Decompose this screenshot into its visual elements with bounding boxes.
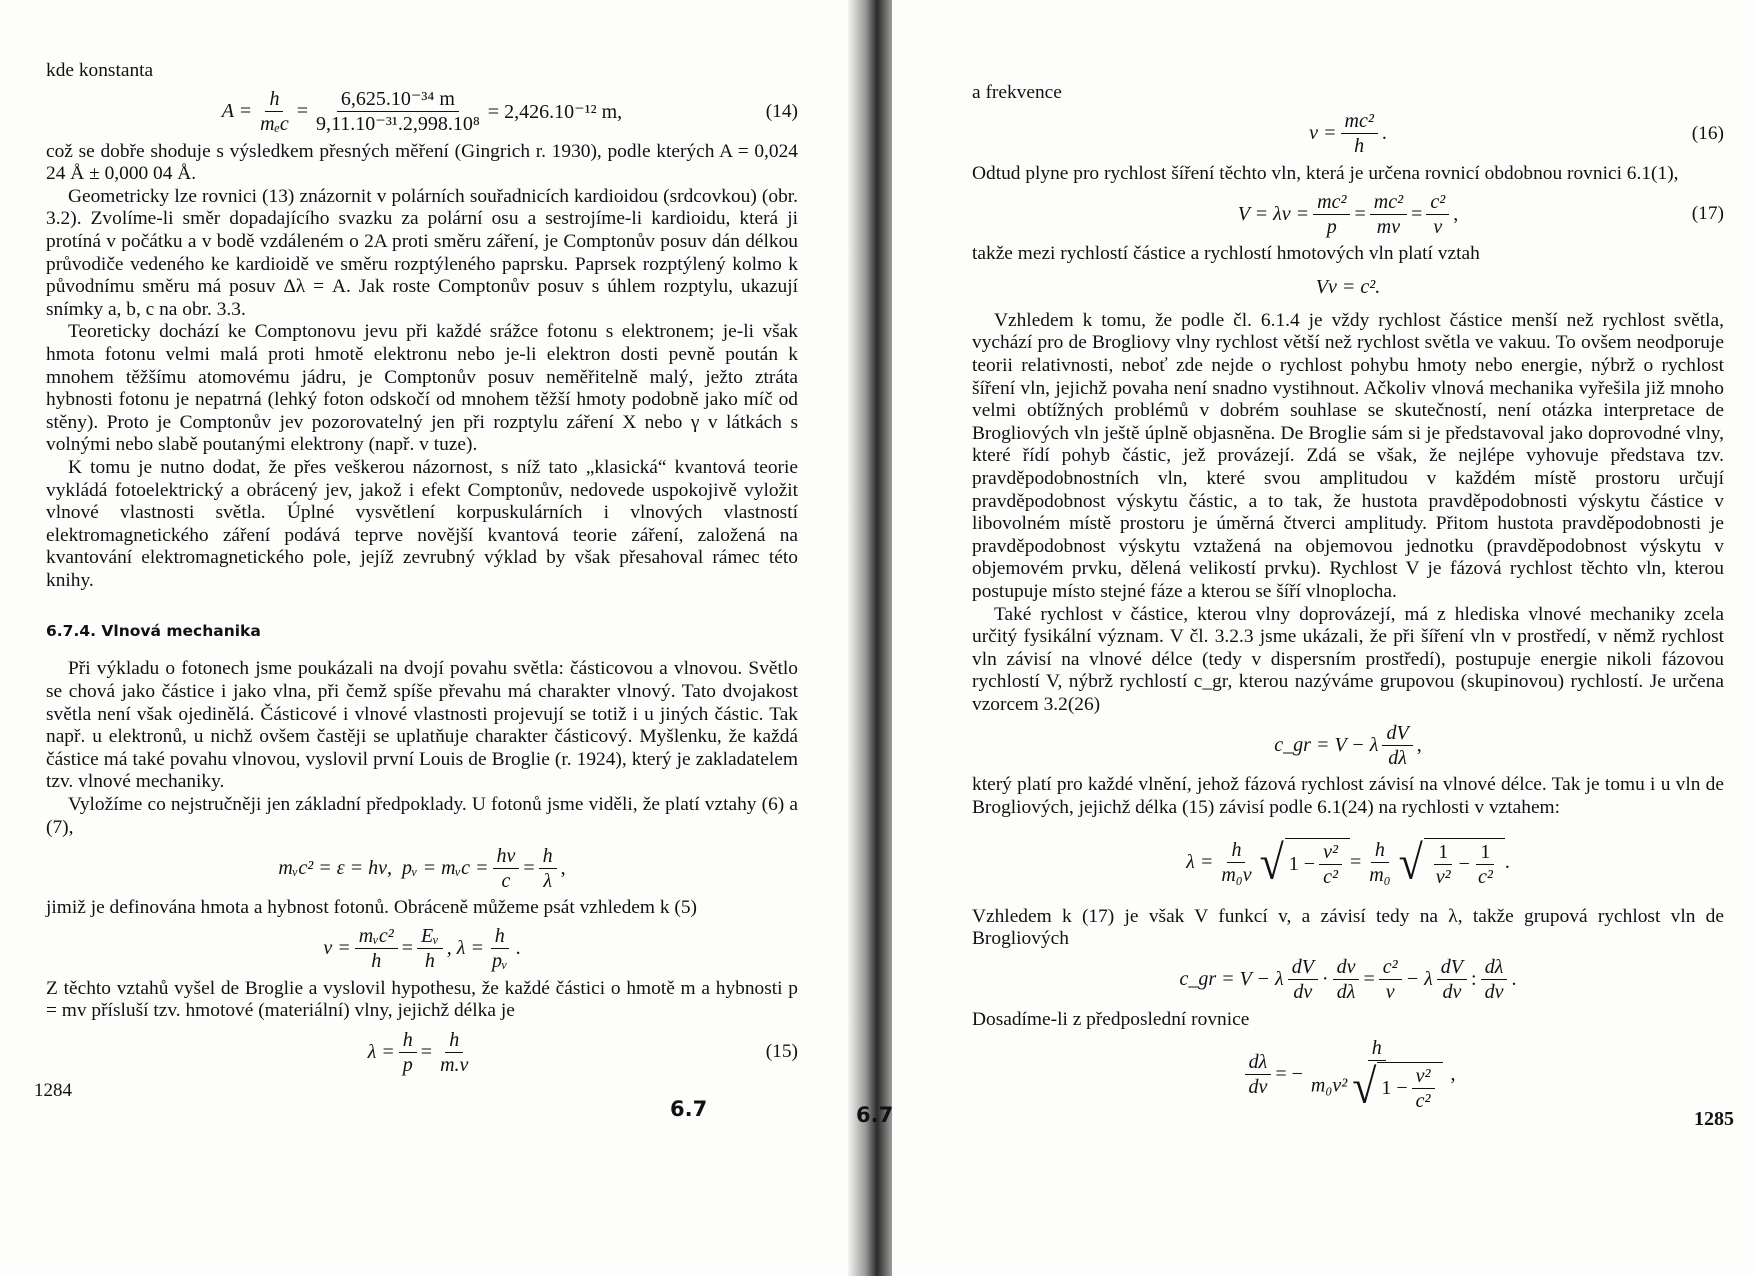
paragraph: takže mezi rychlostí částice a rychlostí hmotových vln platí vztah: [972, 243, 1480, 265]
paragraph: Odtud plyne pro rychlost šíření těchto vln, která je určena rovnicí obdobnou rovnici 6.1(1),: [972, 162, 1679, 184]
eq-sign: −: [1458, 852, 1470, 875]
eq-lhs: A =: [221, 100, 253, 123]
frac-top: mᵥc²: [355, 925, 398, 949]
frac-top: c²: [1426, 191, 1449, 215]
frac-top: v²: [1412, 1065, 1435, 1089]
equation-photon: [46, 839, 798, 897]
frac-top: dv: [1333, 956, 1360, 980]
frac-top: h: [265, 88, 283, 112]
frac-top: hν: [493, 845, 520, 869]
eq-sign: :: [1471, 968, 1477, 991]
paragraph: Z těchto vztahů vyšel de Broglie a vyslovil hypothesu, že každé částici o hmotě m a hybnosti p = mv přísluší tzv. hmotové (materiální) vlny, jejichž délka je: [46, 977, 798, 1022]
frac-top: dV: [1382, 722, 1412, 746]
eq-tail: .: [1381, 122, 1387, 145]
fraction: [1370, 191, 1407, 238]
eq-rhs: = 2,426.10⁻¹² m,: [487, 101, 623, 124]
fraction: [1481, 956, 1508, 1003]
right-column: [972, 82, 1724, 1117]
eq-part: mᵥc² = ε = hν,: [278, 856, 392, 879]
fraction: [1307, 1037, 1447, 1112]
frac-bottom: [1307, 1061, 1447, 1112]
frac-bottom: pᵥ: [491, 950, 508, 973]
fraction: [417, 925, 443, 972]
equation-lambda: [972, 820, 1724, 906]
frac-bottom: h: [424, 950, 435, 973]
section-marker: 6.7: [856, 1103, 894, 1127]
frac-top: mc²: [1313, 191, 1350, 215]
paragraph: Vyložíme co nejstručněji jen základní předpoklady. U fotonů jsme viděli, že platí vztahy (6) a (7),: [46, 794, 798, 838]
radicand: [1285, 838, 1350, 888]
eq-part: λ =: [367, 1040, 395, 1063]
eq-tail: ,: [1416, 733, 1422, 756]
frac-bottom: m.v: [440, 1053, 469, 1076]
equation-number: (17): [1691, 203, 1724, 225]
frac-bottom: dv: [1442, 981, 1462, 1004]
frac-bottom: mv: [1376, 215, 1401, 238]
frac-bottom: λ: [543, 869, 552, 892]
fraction: [1437, 956, 1467, 1003]
frac-bottom: h: [371, 950, 382, 973]
fraction: [1474, 841, 1497, 888]
fraction: [1432, 841, 1455, 888]
radicand: [1424, 838, 1505, 888]
equation-15: [46, 1023, 798, 1081]
frac-bottom: v: [1385, 981, 1395, 1004]
square-root: [1259, 835, 1350, 890]
frac-top: dV: [1437, 956, 1467, 980]
frac-bottom: p: [1326, 215, 1337, 238]
frac-top: dλ: [1481, 956, 1508, 980]
eq-part: − λ: [1405, 968, 1433, 991]
fraction: [436, 1029, 472, 1076]
intro-text: kde konstanta: [46, 60, 154, 81]
eq-part: c_gr = V − λ: [1274, 733, 1379, 756]
page-number: 1284: [34, 1080, 72, 1101]
paragraph: Geometricky lze rovnici (13) znázornit v polárních souřadnicích kardioidou (srdcovkou) (obr. 3.2). Zvolíme-li směr dopadajícího svazku za polární osu a sestrojíme-li kardioidu, která ji protíná v počátku a v bodě vzdáleném o 2A proti směru záření, je Comptonův posuv dán délkou průvodiče vedeného ke kardioidě ve směru rozptýleného paprsku. Paprsek rozptýlený kolmo k původnímu směru má posuv Δλ = A. Jak roste Comptonův posuv s úhlem rozptylu, ukazují snímky a, b, c na obr. 3.3.: [46, 185, 798, 320]
section-heading: 6.7.4. Vlnová mechanika: [46, 622, 261, 641]
fraction: [1217, 839, 1255, 886]
frac-bottom: v²: [1435, 865, 1451, 888]
equation-dlambda: [972, 1031, 1724, 1117]
eq-sign: =: [523, 856, 535, 879]
equation-group-velocity: [972, 716, 1724, 774]
eq-part: ν =: [1309, 122, 1337, 145]
eq-part: V = λν =: [1237, 202, 1310, 225]
frac-top: h: [1371, 839, 1389, 863]
eq-part: 1 −: [1381, 1077, 1408, 1100]
frac-bottom: dλ: [1388, 746, 1407, 769]
frac-bottom: c²: [1477, 865, 1493, 888]
frac-bottom: v: [1433, 215, 1443, 238]
page-number: 1285: [1694, 1108, 1734, 1130]
frac-bottom: p: [402, 1053, 413, 1076]
paragraph: který platí pro každé vlnění, jehož fázová rychlost závisí na vlnové délce. Tak je tomu i u vln de Brogliových, jejichž délka (15) závisí podle 6.1(24) na rychlosti v vztahem:: [972, 774, 1724, 819]
frac-bottom: dv: [1248, 1075, 1268, 1098]
frac-top: h: [445, 1029, 463, 1053]
eq-part: ν =: [323, 937, 351, 960]
paragraph: Vzhledem k (17) je však V funkcí v, a závisí tedy na λ, takže grupová rychlost vln de Brogliových: [972, 905, 1724, 950]
fraction: [1313, 191, 1350, 238]
eq-part: m₀v²: [1310, 1074, 1348, 1097]
frac-bottom: dλ: [1336, 981, 1356, 1004]
equation-vv: [972, 266, 1724, 310]
frac-top: h: [1227, 839, 1245, 863]
fraction: [1333, 956, 1360, 1003]
eq-sign: = −: [1275, 1062, 1303, 1085]
frac-top: h: [399, 1029, 417, 1053]
eq-part: , λ =: [446, 937, 484, 960]
fraction: [488, 925, 512, 972]
equation-number: (14): [765, 100, 798, 122]
left-column: [46, 60, 798, 1081]
frac-top: Eᵥ: [417, 925, 443, 949]
fraction: [1288, 956, 1318, 1003]
section-marker: 6.7: [670, 1097, 708, 1121]
equation-14: [46, 83, 798, 141]
radical-sign: √: [1259, 835, 1284, 890]
fraction: [539, 845, 557, 892]
radical-sign: √: [1398, 835, 1423, 890]
fraction: [1412, 1065, 1435, 1112]
eq-part: Vv = c².: [1315, 276, 1381, 299]
fraction: [1382, 722, 1412, 769]
equation-number: (16): [1691, 122, 1724, 144]
left-page: [0, 0, 862, 1276]
frac-bottom: h: [1354, 135, 1365, 158]
frac-bottom: c²: [1415, 1089, 1431, 1112]
equation-16: [972, 105, 1724, 163]
frac-top: dV: [1288, 956, 1318, 980]
eq-sign: =: [1411, 202, 1423, 225]
eq-sign: ·: [1321, 968, 1329, 991]
intro-text: a frekvence: [972, 82, 1062, 103]
eq-part: 1 −: [1288, 852, 1316, 875]
frac-bottom: 9,11.10⁻³¹.2,998.10⁸: [316, 113, 480, 136]
eq-tail: ,: [560, 856, 566, 879]
paragraph: Také rychlost v částice, kterou vlny doprovázejí, má z hlediska vlnové mechaniky zcela určitý fysikální význam. V čl. 3.2.3 jsme ukázali, že při šíření vln v prostředí, v němž rychlost vln závisí na vlnové délce (tedy v dispersním prostředí), postupuje energie nikoli fázovou rychlostí V, nýbrž rychlostí c_gr, kterou nazýváme grupovou (skupinovou) rychlostí. Je určena vzorcem 3.2(26): [972, 603, 1724, 715]
paragraph: Teoreticky dochází ke Comptonovu jevu při každé srážce fotonu s elektronem; je-li však hmota fotonu velmi malá proti hmotě elektronu nebo je-li elektron dosti pevně poután k mnohem těžšímu atomovému jádru, je Comptonův posuv neměřitelně malý, ježto ztráta hybnosti fotonu je nepatrná (lehký foton odskočí od mnohem těžší hmoty podobně jako míč od stěny). Proto je Comptonův jev pozorovatelný jen při rozptylu záření X nebo γ v látkách s volnými nebo slabě poutanými elektrony (např. v tuze).: [46, 321, 798, 456]
frac-bottom: m₀v: [1221, 864, 1252, 887]
equation-17: [972, 185, 1724, 243]
square-root: [1398, 835, 1505, 890]
frac-top: 6,625.10⁻³⁴ m: [337, 88, 459, 112]
eq-tail: .: [1511, 968, 1517, 991]
fraction: [1379, 956, 1402, 1003]
paragraph: což se dobře shoduje s výsledkem přesných měření (Gingrich r. 1930), podle kterých A = 0,024 24 Å ± 0,000 04 Å.: [46, 140, 798, 185]
radicand: [1377, 1062, 1442, 1112]
frac-top: h: [491, 925, 509, 949]
fraction: [355, 925, 398, 972]
frac-bottom: mₑc: [260, 113, 289, 136]
eq-tail: .: [1504, 851, 1510, 874]
eq-tail: ,: [1453, 202, 1459, 225]
eq-tail: .: [515, 937, 521, 960]
equation-number: (15): [765, 1041, 798, 1062]
paragraph: K tomu je nutno dodat, že přes veškerou názornost, s níž tato „klasická“ kvantová teorie vykládá fotoelektrický a obrácený jev, jakož i efekt Comptonův, nedovede uspokojivě vyložit vlnové vlastnosti světla. Úplné vysvětlení korpuskulárních i vlnových vlastností elektromagnetického záření podává teprve novější kvantová teorie záření, založená na kvantování elektromagnetického pole, jejíž zevrubný výklad by však přesahoval rámec této knihy.: [46, 456, 798, 591]
eq-tail: ,: [1450, 1062, 1456, 1085]
eq-sign: =: [296, 100, 309, 123]
fraction: [1244, 1051, 1271, 1098]
frac-bottom: dv: [1484, 981, 1504, 1004]
frac-bottom: dv: [1293, 981, 1313, 1004]
equation-group-velocity-2: [972, 951, 1724, 1009]
eq-sign: =: [1363, 968, 1375, 991]
eq-part: pᵥ = mᵥc =: [401, 856, 489, 879]
frac-bottom: m₀: [1369, 864, 1391, 887]
frac-top: v²: [1319, 841, 1342, 865]
paragraph: jimiž je definována hmota a hybnost fotonů. Obráceně můžeme psát vzhledem k (5): [46, 897, 697, 919]
fraction: [256, 88, 293, 135]
paragraph: Při výkladu o fotonech jsme poukázali na dvojí povahu světla: částicovou a vlnovou. Světlo se chová jako částice i jako vlna, při čemž spíše převahu má charakter vlnový. Tato dvojakost světla není však ojedinělá. Částicové i vlnové vlastnosti projevují se totiž i u jiných částic. Tak např. u elektronů, u nichž ovšem častěji se uplatňuje charakter částicový. Myšlenku, že každá částice má také povahu vlnovou, vyslovil první Louis de Broglie (r. 1924), který je zakladatelem tzv. vlnové mechaniky.: [46, 658, 798, 793]
frac-top: h: [1368, 1037, 1386, 1061]
frac-top: 1: [1434, 841, 1452, 865]
frac-top: c²: [1379, 956, 1402, 980]
fraction: [1341, 110, 1378, 157]
square-root: [1352, 1059, 1442, 1114]
fraction: [1426, 191, 1449, 238]
paragraph: Vzhledem k tomu, že podle čl. 6.1.4 je vždy rychlost částice menší než rychlost světla, vychází pro de Brogliovy vlny rychlost větší než rychlost světla ve vakuu. To ovšem neodporuje teorii relativnosti, neboť zde nejde o rychlost pohybu hmoty nebo energie, nýbrž o rychlost šíření vln, jejichž povaha není snadno vystihnout. Ačkoliv vlnová mechanika vyřešila již mnoho velmi obtížných problémů v dobrém souhlase se skutečností, není otázka interpretace de Brogliových vln ještě úplně objasněna. De Broglie sám si je představoval jako doprovodné vlny, které řídí pohyb částic, jež provázejí. Zdá se však, že nejlépe vyhovuje představa tzv. pravděpodobnostních vln, které svou amplitudou v každém místě prostoru určují pravděpodobnost výskytu částic, a to tak, že hustota pravděpodobnosti výskytu částice v libovolném místě prostoru je úměrná čtverci amplitudy. Přitom hustota pravděpodobnosti je pravděpodobnost výskytu vztažená na objemovou jednotku (pravděpodobnost výskytu v objemovém prvku, dělená velikostí prvku). Rychlost V je fázová rychlost těchto vln, kterou postupuje místo stejné fáze a kterou se šíří vlnoplocha.: [972, 309, 1724, 602]
eq-sign: =: [401, 937, 413, 960]
eq-sign: =: [1354, 202, 1366, 225]
fraction: [1319, 841, 1342, 888]
frac-top: mc²: [1370, 191, 1407, 215]
radical-sign: √: [1352, 1059, 1377, 1114]
frac-top: mc²: [1341, 110, 1378, 134]
eq-part: λ =: [1186, 851, 1214, 874]
fraction: [493, 845, 520, 892]
fraction: [399, 1029, 417, 1076]
paragraph: Dosadíme-li z předposlední rovnice: [972, 1008, 1250, 1030]
frac-top: dλ: [1245, 1051, 1272, 1075]
frac-bottom: c: [501, 869, 511, 892]
frac-top: h: [539, 845, 557, 869]
frac-top: 1: [1476, 841, 1494, 865]
fraction: [1365, 839, 1394, 886]
eq-part: c_gr = V − λ: [1179, 968, 1284, 991]
equation-frequency: [46, 920, 798, 978]
fraction: [312, 88, 484, 135]
eq-sign: =: [420, 1040, 433, 1063]
frac-bottom: c²: [1323, 865, 1338, 888]
eq-sign: =: [1349, 851, 1362, 874]
